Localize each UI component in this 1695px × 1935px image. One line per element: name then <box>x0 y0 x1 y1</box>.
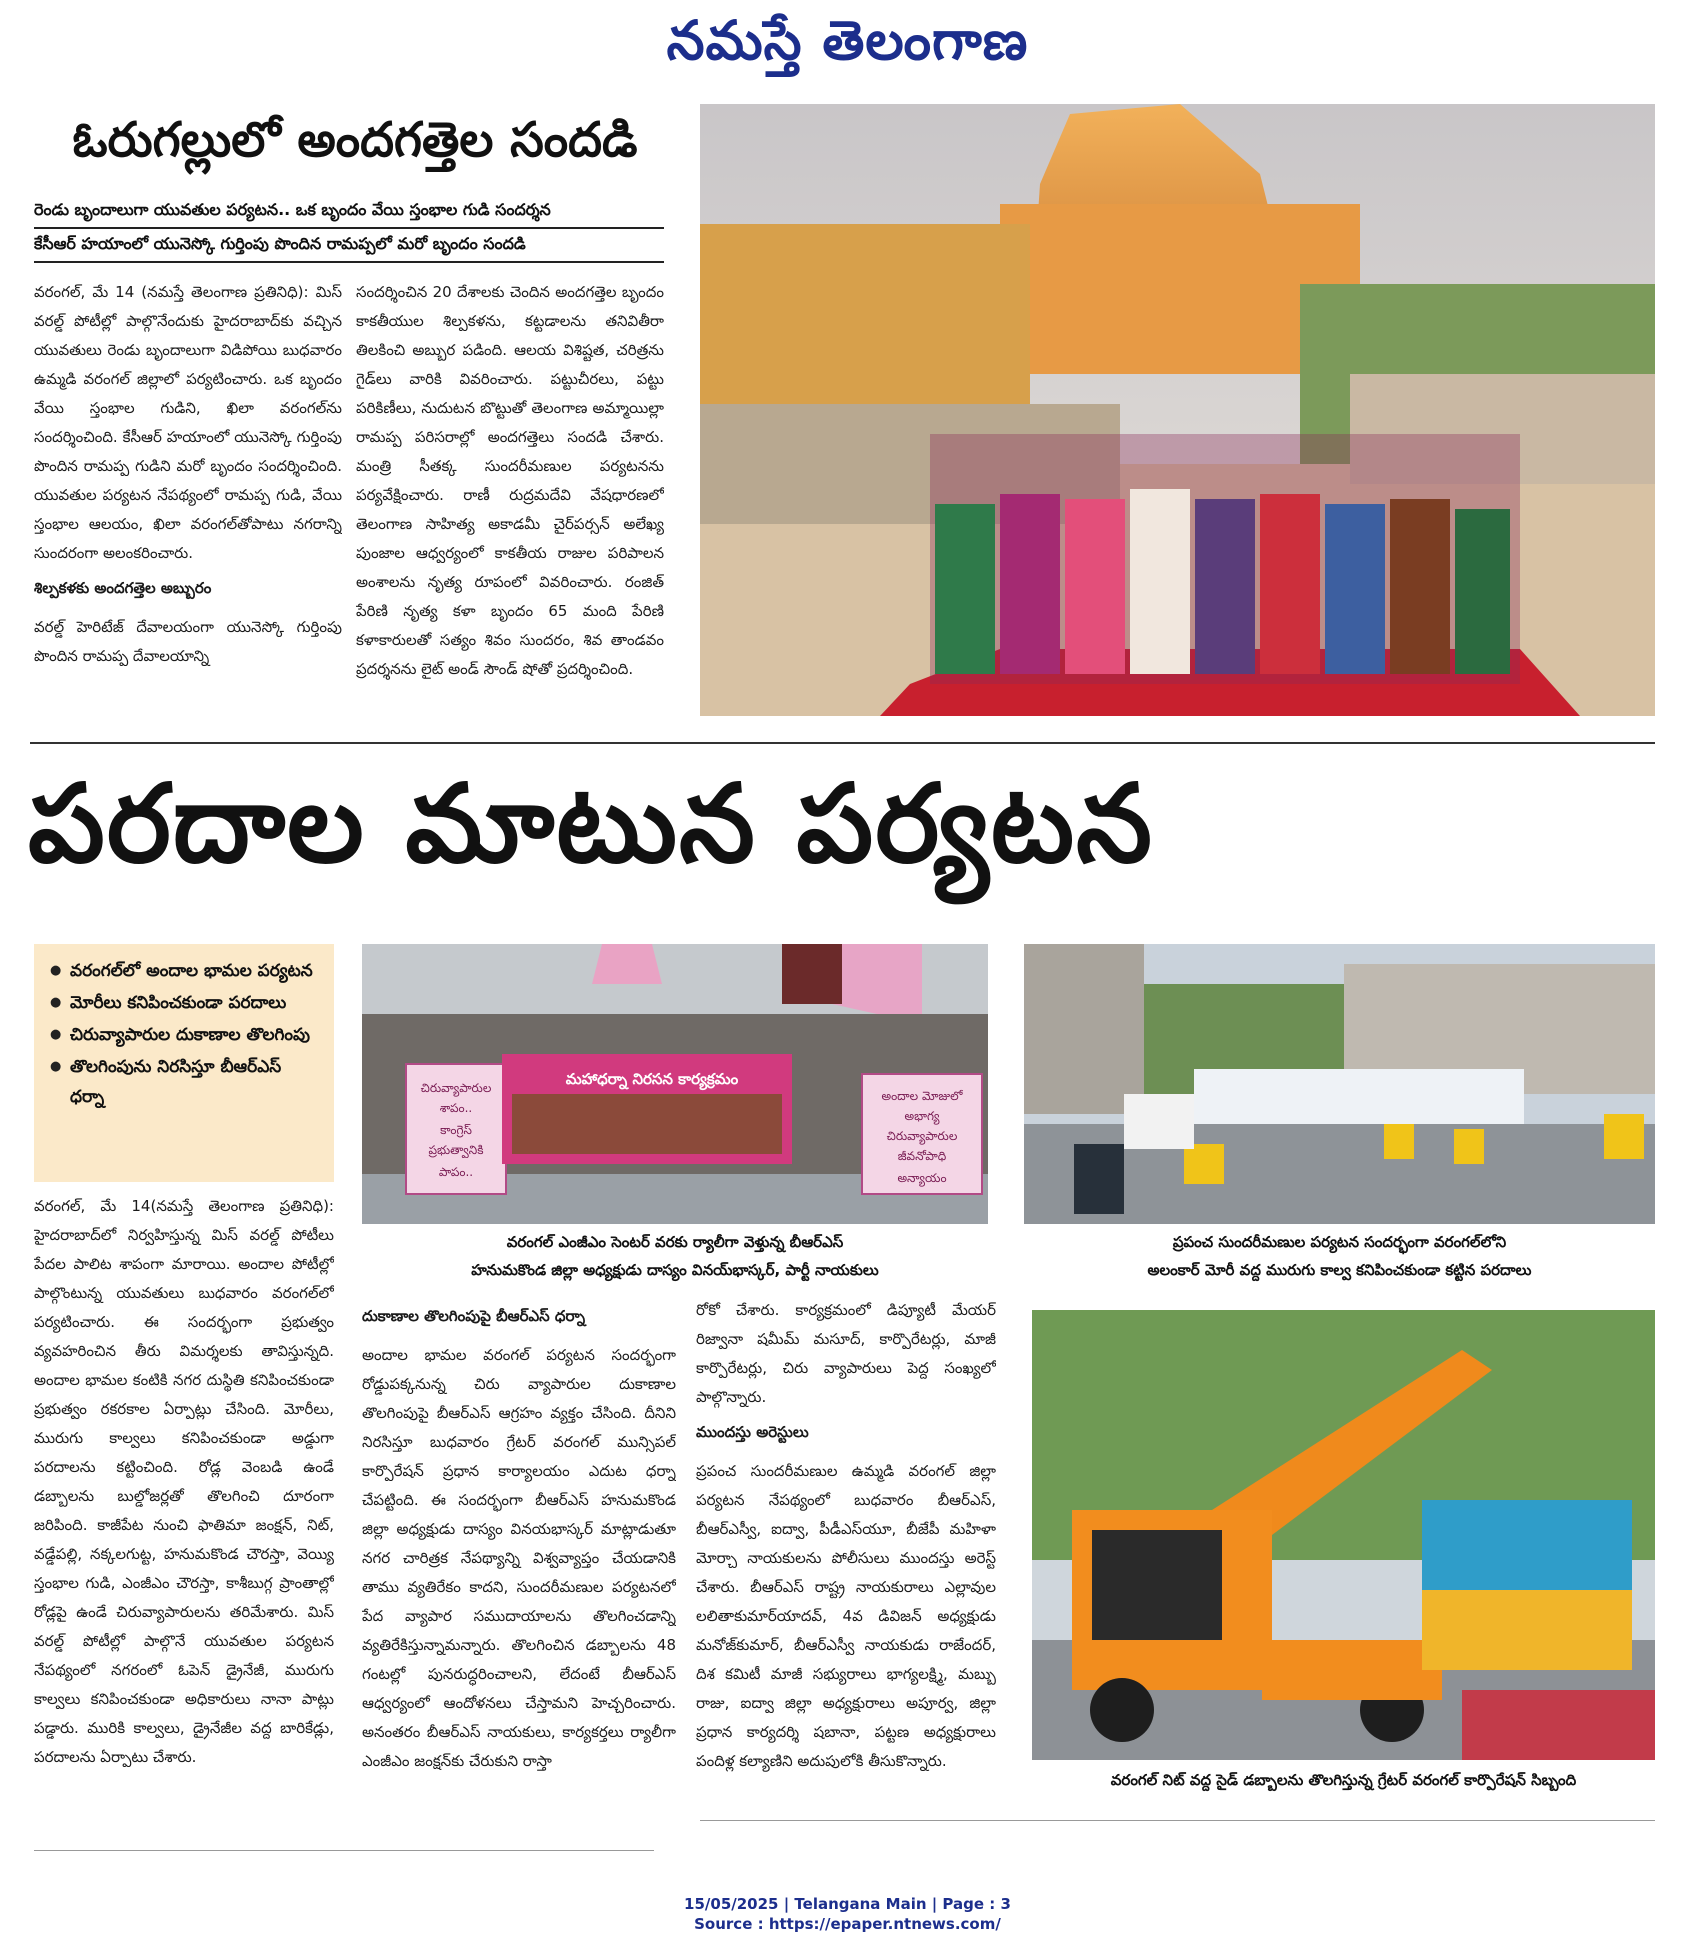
story1-col1-text: వరంగల్, మే 14 (నమస్తే తెలంగాణ ప్రతినిధి): మిస్ వరల్డ్ పోటీల్లో పాల్గొనేందుకు హైదరాబాద్‌కు వచ్చిన యువతులు రెండు బృందాలుగా విడిపోయి బుధవారం ఉమ్మడి వరంగల్ జిల్లాలో పర్యటించారు. ఒక బృందం వేయి స్తంభాల గుడిని, ఖిలా వరంగల్‌ను సందర్శించింది. కేసీఆర్ హయాంలో యునెస్కో గుర్తింపు పొందిన రామప్ప గుడిని మరో బృందం సందర్శించింది. యువతుల పర్యటన నేపథ్యంలో రామప్ప గుడి, వేయి స్తంభాల ఆలయం, ఖిలా వరంగల్‌తోపాటు నగరాన్ని సుందరంగా అలంకరించారు. <box>34 283 342 562</box>
banner-left-line-3: కాంగ్రెస్ <box>440 1123 472 1137</box>
footer-source-link[interactable]: Source : https://epaper.ntnews.com/ <box>694 1915 1001 1933</box>
banner-left-line-2: శాపం.. <box>439 1101 473 1115</box>
rally-photo <box>362 944 988 1224</box>
highlight-item: ● మోరీలు కనిపించకుండా పరదాలు <box>48 988 320 1018</box>
bottom-rule-left <box>34 1850 654 1851</box>
rally-caption-line-2: హనుమకొండ జిల్లా అధ్యక్షుడు దాస్యం వినయ్‌భాస్కర్, పార్టీ నాయకులు <box>471 1261 879 1279</box>
banner-left-line-5: పాపం.. <box>438 1165 474 1179</box>
highlight-item: ● తొలగింపును నిరసిస్తూ బీఆర్‌ఎస్ ధర్నా <box>48 1052 320 1112</box>
story1-subhead-2: కేసీఆర్ హయాంలో యునెస్కో గుర్తింపు పొందిన రామప్పలో మరో బృందం సందడి <box>34 234 664 263</box>
bottom-rule-right <box>700 1820 1655 1821</box>
story1-col2-text: సందర్శించిన 20 దేశాలకు చెందిన అందగత్తెల బృందం కాకతీయుల శిల్పకళను, కట్టడాలను తనివితీరా తిలకించి అబ్బుర పడింది. ఆలయ విశిష్టత, చరిత్రను గైడ్‌లు వారికి వివరించారు. పట్టుచీరలు, పట్టు పరికిణీలు, నుదుటన బొట్టుతో తెలంగాణ అమ్మాయిల్లా రామప్ప పరిసరాల్లో అందగత్తెలు సందడి చేశారు. మంత్రి సీతక్క సుందరీమణుల పర్యటనను పర్యవేక్షించారు. రాణీ రుద్రమదేవి వేషధారణలో తెలంగాణ సాహిత్య అకాడమీ చైర్‌పర్సన్ అలేఖ్య పుంజాల ఆధ్వర్యంలో కాకతీయ రాజుల పరిపాలన అంశాలను నృత్య రూపంలో వివరించారు. రంజిత్ పేరిణి నృత్య కళా బృందం 65 మంది పేరిణి కళాకారులతో సత్యం శివం సుందరం, శివ తాండవం ప్రదర్శనను లైట్ అండ్ సౌండ్ షోతో ప్రదర్శించింది. <box>356 283 664 678</box>
banner-right-line-2: అభాగ్య <box>904 1109 940 1123</box>
banner-left <box>406 1064 506 1194</box>
story1-col1-tail: వరల్డ్ హెరిటేజ్ దేవాలయంగా యునెస్కో గుర్తింపు పొందిన రామప్ప దేవాలయాన్ని <box>34 618 342 665</box>
story2-col3-tail: ప్రపంచ సుందరీమణుల ఉమ్మడి వరంగల్ జిల్లా పర్యటన నేపథ్యంలో బుధవారం బీఆర్‌ఎస్, బీఆర్‌ఎస్వీ, ఐద్వా, పీడీఎస్‌యూ, బీజేపీ మహిళా మోర్చా నాయకులను పోలీసులు ముందస్తు అరెస్ట్ చేశారు. బీఆర్‌ఎస్ రాష్ట్ర నాయకురాలు ఎల్లావుల లలితాకుమార్‌యాదవ్, 4వ డివిజన్ అధ్యక్షుడు మనోజ్‌కుమార్, బీఆర్‌ఎస్వీ నాయకుడు రాజేందర్, దిశ కమిటీ మాజీ సభ్యురాలు భాగ్యలక్ష్మి, మబ్బు రాజు, ఐద్వా జిల్లా అధ్యక్షురాలు అపూర్వ, జిల్లా ప్రధాన కార్యదర్శి షబానా, పట్టణ అధ్యక్షురాలు పందిళ్ల కల్యాణిని అదుపులోకి తీసుకొన్నారు. <box>696 1462 996 1770</box>
story1-column-2 <box>356 278 664 718</box>
crane-photo-caption: వరంగల్ నిట్ వద్ద సైడ్ డబ్బాలను తొలగిస్తున్న గ్రేటర్ వరంగల్ కార్పొరేషన్ సిబ్బంది <box>1110 1771 1577 1789</box>
masthead: నమస్తే తెలంగాణ <box>666 8 1029 72</box>
rally-photo-caption <box>362 1228 988 1284</box>
story2-column-2 <box>362 1296 676 1802</box>
story2-col3-subhead: ముందస్తు అరెస్టులు <box>696 1423 809 1441</box>
highlights-box <box>34 944 334 1182</box>
temple-photo <box>700 104 1655 716</box>
section-divider <box>30 742 1655 744</box>
curtains-photo-caption <box>1024 1228 1655 1284</box>
banner-right-line-5: అన్యాయం <box>897 1171 947 1185</box>
story2-col2-text: అందాల భామల వరంగల్ పర్యటన సందర్భంగా రోడ్డుపక్కనున్న చిరు వ్యాపారుల దుకాణాల తొలగింపుపై బీఆర్‌ఎస్ ఆగ్రహం వ్యక్తం చేసింది. దీనిని నిరసిస్తూ బుధవారం గ్రేటర్ వరంగల్ మున్సిపల్ కార్పొరేషన్ ప్రధాన కార్యాలయం ఎదుట ధర్నా చేపట్టింది. ఈ సందర్భంగా బీఆర్‌ఎస్ హనుమకొండ జిల్లా అధ్యక్షుడు దాస్యం వినయభాస్కర్ మాట్లాడుతూ నగర చారిత్రక నేపథ్యాన్ని విశ్వవ్యాప్తం చేయడానికి తాము వ్యతిరేకం కాదని, సుందరీమణుల పర్యటనలో పేద వ్యాపార సముదాయాలను తొలగించడాన్ని వ్యతిరేకిస్తున్నామన్నారు. తొలగించిన డబ్బాలను 48 గంటల్లో పునరుద్ధరించాలని, లేదంటే బీఆర్‌ఎస్ ఆధ్వర్యంలో ఆందోళనలు చేస్తామని హెచ్చరించారు. అనంతరం బీఆర్‌ఎస్ నాయకులు, కార్యకర్తలు ర్యాలీగా ఎంజీఎం జంక్షన్‌కు చేరుకుని రాస్తా <box>362 1346 676 1770</box>
story1-subhead-1: రెండు బృందాలుగా యువతుల పర్యటన.. ఒక బృందం వేయి స్తంభాల గుడి సందర్శన <box>34 200 664 229</box>
crane-photo <box>1032 1310 1655 1760</box>
banner-left-line-4: ప్రభుత్వానికి <box>428 1143 484 1157</box>
story1-col1-subhead: శిల్పకళకు అందగత్తెల అబ్బురం <box>34 579 212 597</box>
temple-photo-illustration <box>700 104 1655 716</box>
banner-center <box>502 1054 792 1164</box>
curtains-photo-illustration <box>1024 944 1655 1224</box>
banner-right-line-3: చిరువ్యాపారుల <box>886 1129 958 1143</box>
banner-left-line-1: చిరువ్యాపారుల <box>420 1081 492 1095</box>
crane-photo-illustration <box>1032 1310 1655 1760</box>
curtains-caption-line-2: అలంకార్ మోరీ వద్ద మురుగు కాల్వ కనిపించకుండా కట్టిన పరదాలు <box>1147 1261 1532 1279</box>
highlight-item: ● చిరువ్యాపారుల దుకాణాల తొలగింపు <box>48 1020 320 1050</box>
page-footer <box>0 1894 1695 1934</box>
story1-column-1 <box>34 278 342 718</box>
curtains-caption-line-1: ప్రపంచ సుందరీమణుల పర్యటన సందర్భంగా వరంగల్‌లోని <box>1172 1233 1507 1251</box>
rally-photo-illustration <box>362 944 988 1224</box>
banner-center-title: మహాధర్నా నిరసన కార్యక్రమం <box>565 1070 739 1088</box>
contestants-group <box>930 434 1520 684</box>
story2-headline: పరదాల మాటున పర్యటన <box>28 762 1154 887</box>
highlight-item: ● వరంగల్‌లో అందాల భామల పర్యటన <box>48 956 320 986</box>
story2-col1-text: వరంగల్, మే 14(నమస్తే తెలంగాణ ప్రతినిధి): హైదరాబాద్‌లో నిర్వహిస్తున్న మిస్ వరల్డ్ పోటీలు పేదల పాలిట శాపంగా మారాయి. అందాల పోటీల్లో పాల్గొంటున్న యువతులు బుధవారం వరంగల్‌లో పర్యటించారు. ఈ సందర్భంగా ప్రభుత్వం వ్యవహరించిన తీరు విమర్శలకు తావిస్తున్నది. అందాల భామల కంటికి నగర దుస్థితి కనిపించకుండా ప్రభుత్వం రకరకాల ఏర్పాట్లు చేసింది. మోరీలు, మురుగు కాల్వలు కనిపించకుండా అడ్డుగా పరదాలను కట్టించింది. రోడ్ల వెంబడి ఉండే డబ్బాలను బుల్డోజర్లతో తొలగించి దూరంగా జరిపింది. కాజీపేట నుంచి ఫాతిమా జంక్షన్, నిట్, వడ్డేపల్లి, నక్కలగుట్ట, హనుమకొండ చౌరస్తా, వెయ్యి స్తంభాల గుడి, ఎంజీఎం చౌరస్తా, కాశీబుగ్గ ప్రాంతాల్లో రోడ్లపై ఉండే చిరువ్యాపారులను తరిమేశారు. మిస్ వరల్డ్ పోటీల్లో పాల్గొనే యువతుల పర్యటన నేపథ్యంలో నగరంలో ఓపెన్ డ్రైనేజీ, మురుగు కాల్వలు కనిపించకుండా అధికారులు నానా పాట్లు పడ్డారు. మురికి కాల్వలు, డ్రైనేజీల వద్ద బారికేడ్లు, పరదాలను ఏర్పాటు చేశారు. <box>34 1197 334 1766</box>
story2-column-3 <box>696 1296 996 1802</box>
story1-headline: ఓరుగల్లులో అందగత్తెల సందడి <box>72 112 638 168</box>
rally-caption-line-1: వరంగల్ ఎంజీఎం సెంటర్ వరకు ర్యాలీగా వెళ్తున్న బీఆర్‌ఎస్ <box>506 1233 844 1251</box>
story2-column-1 <box>34 1192 334 1802</box>
banner-right-line-1: అందాల మోజులో <box>881 1089 963 1103</box>
banner-right-line-4: జీవనోపాధి <box>897 1149 947 1163</box>
story2-col3-text: రోకో చేశారు. కార్యక్రమంలో డిప్యూటీ మేయర్ రిజ్వానా షమీమ్ మసూద్, కార్పొరేటర్లు, మాజీ కార్పొరేటర్లు, చిరు వ్యాపారులు పెద్ద సంఖ్యలో పాల్గొన్నారు. <box>696 1301 996 1406</box>
footer-edition-info: 15/05/2025 | Telangana Main | Page : 3 <box>684 1895 1011 1913</box>
curtains-photo <box>1024 944 1655 1224</box>
story2-col2-subhead: దుకాణాల తొలగింపుపై బీఆర్‌ఎస్ ధర్నా <box>362 1307 586 1325</box>
banner-right <box>862 1074 982 1194</box>
